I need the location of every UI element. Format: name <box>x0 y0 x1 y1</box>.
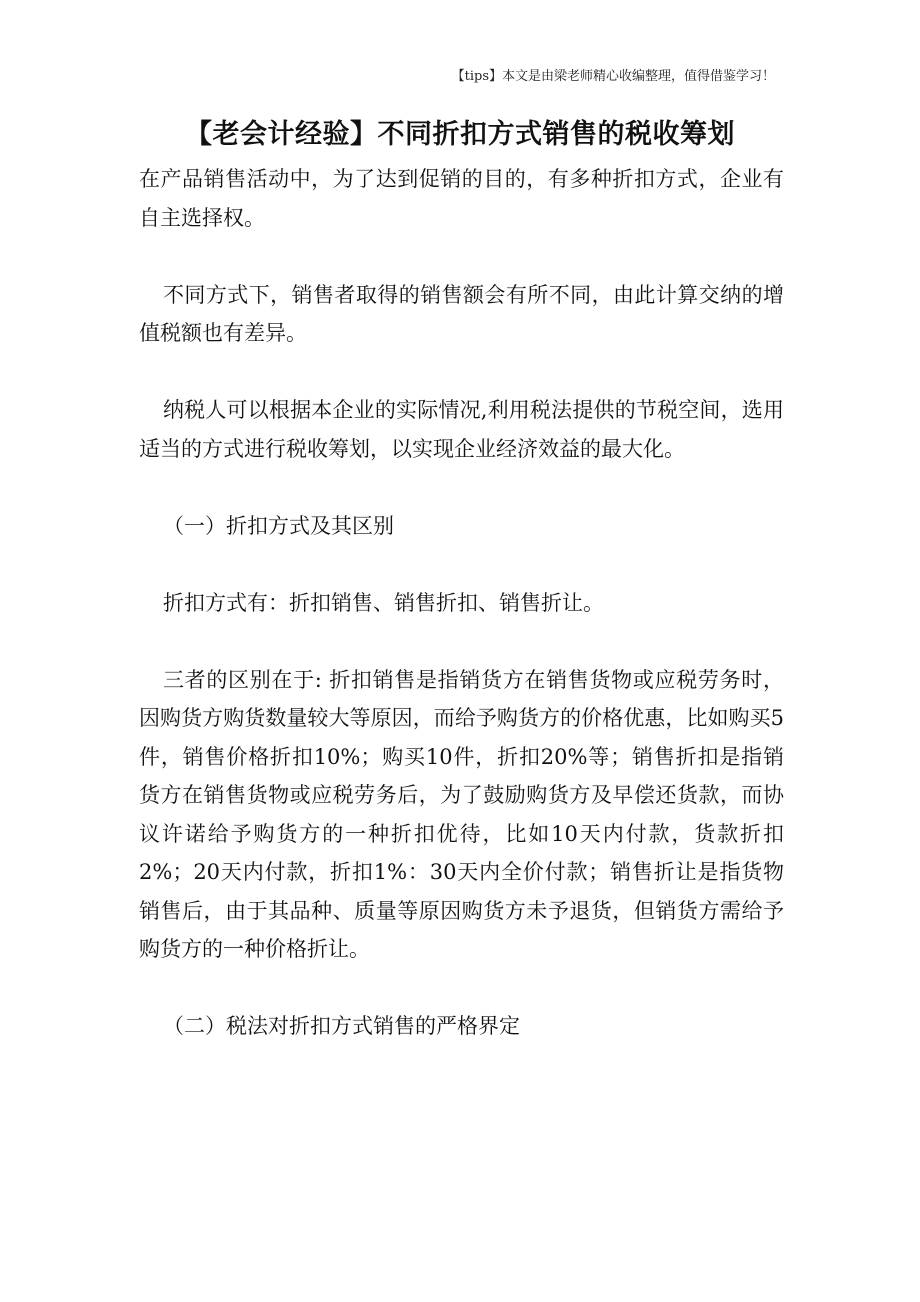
paragraph-gap <box>139 545 784 584</box>
paragraph-taxpayer: 纳税人可以根据本企业的实际情况,利用税法提供的节税空间，选用适当的方式进行税收筹划，以实现企业经济效益的最大化。 <box>139 398 784 461</box>
document-body <box>139 160 784 1046</box>
paragraph-difference: 不同方式下，销售者取得的销售额会有所不同，由此计算交纳的增值税额也有差异。 <box>139 282 784 345</box>
paragraph-discount-types: 折扣方式有：折扣销售、销售折扣、销售折让。 <box>163 590 604 615</box>
paragraph-gap <box>139 237 784 276</box>
paragraph-gap <box>139 353 784 392</box>
paragraph-gap <box>139 468 784 507</box>
section-heading-1: （一）折扣方式及其区别 <box>163 513 394 538</box>
paragraph-gap <box>139 622 784 661</box>
header-note: 【tips】本文是由梁老师精心收编整理，值得借鉴学习！ <box>451 69 775 84</box>
paragraph-intro: 在产品销售活动中，为了达到促销的目的，有多种折扣方式，企业有自主选择权。 <box>139 167 784 230</box>
document-title: 【老会计经验】不同折扣方式销售的税收筹划 <box>185 119 735 150</box>
paragraph-discount-differences: 三者的区别在于: 折扣销售是指销货方在销售货物或应税劳务时，因购货方购货数量较大等原因，而给予购货方的价格优惠，比如购买5件，销售价格折扣10%；购买10件，折扣20%等；销售折扣是指销货方在销售货物或应税劳务后，为了鼓励购货方及早偿还货款，而协议许诺给予购货方的一种折扣优待，比如10天内付款，货款折扣2%；20天内付款，折扣1%：30天内全价付款；销售折让是指货物销售后，由于其品种、质量等原因购货方未予退货，但销货方需给予购货方的一种价格折让。 <box>139 667 784 961</box>
section-heading-2: （二）税法对折扣方式销售的严格界定 <box>163 1014 520 1038</box>
paragraph-gap <box>139 969 784 1008</box>
